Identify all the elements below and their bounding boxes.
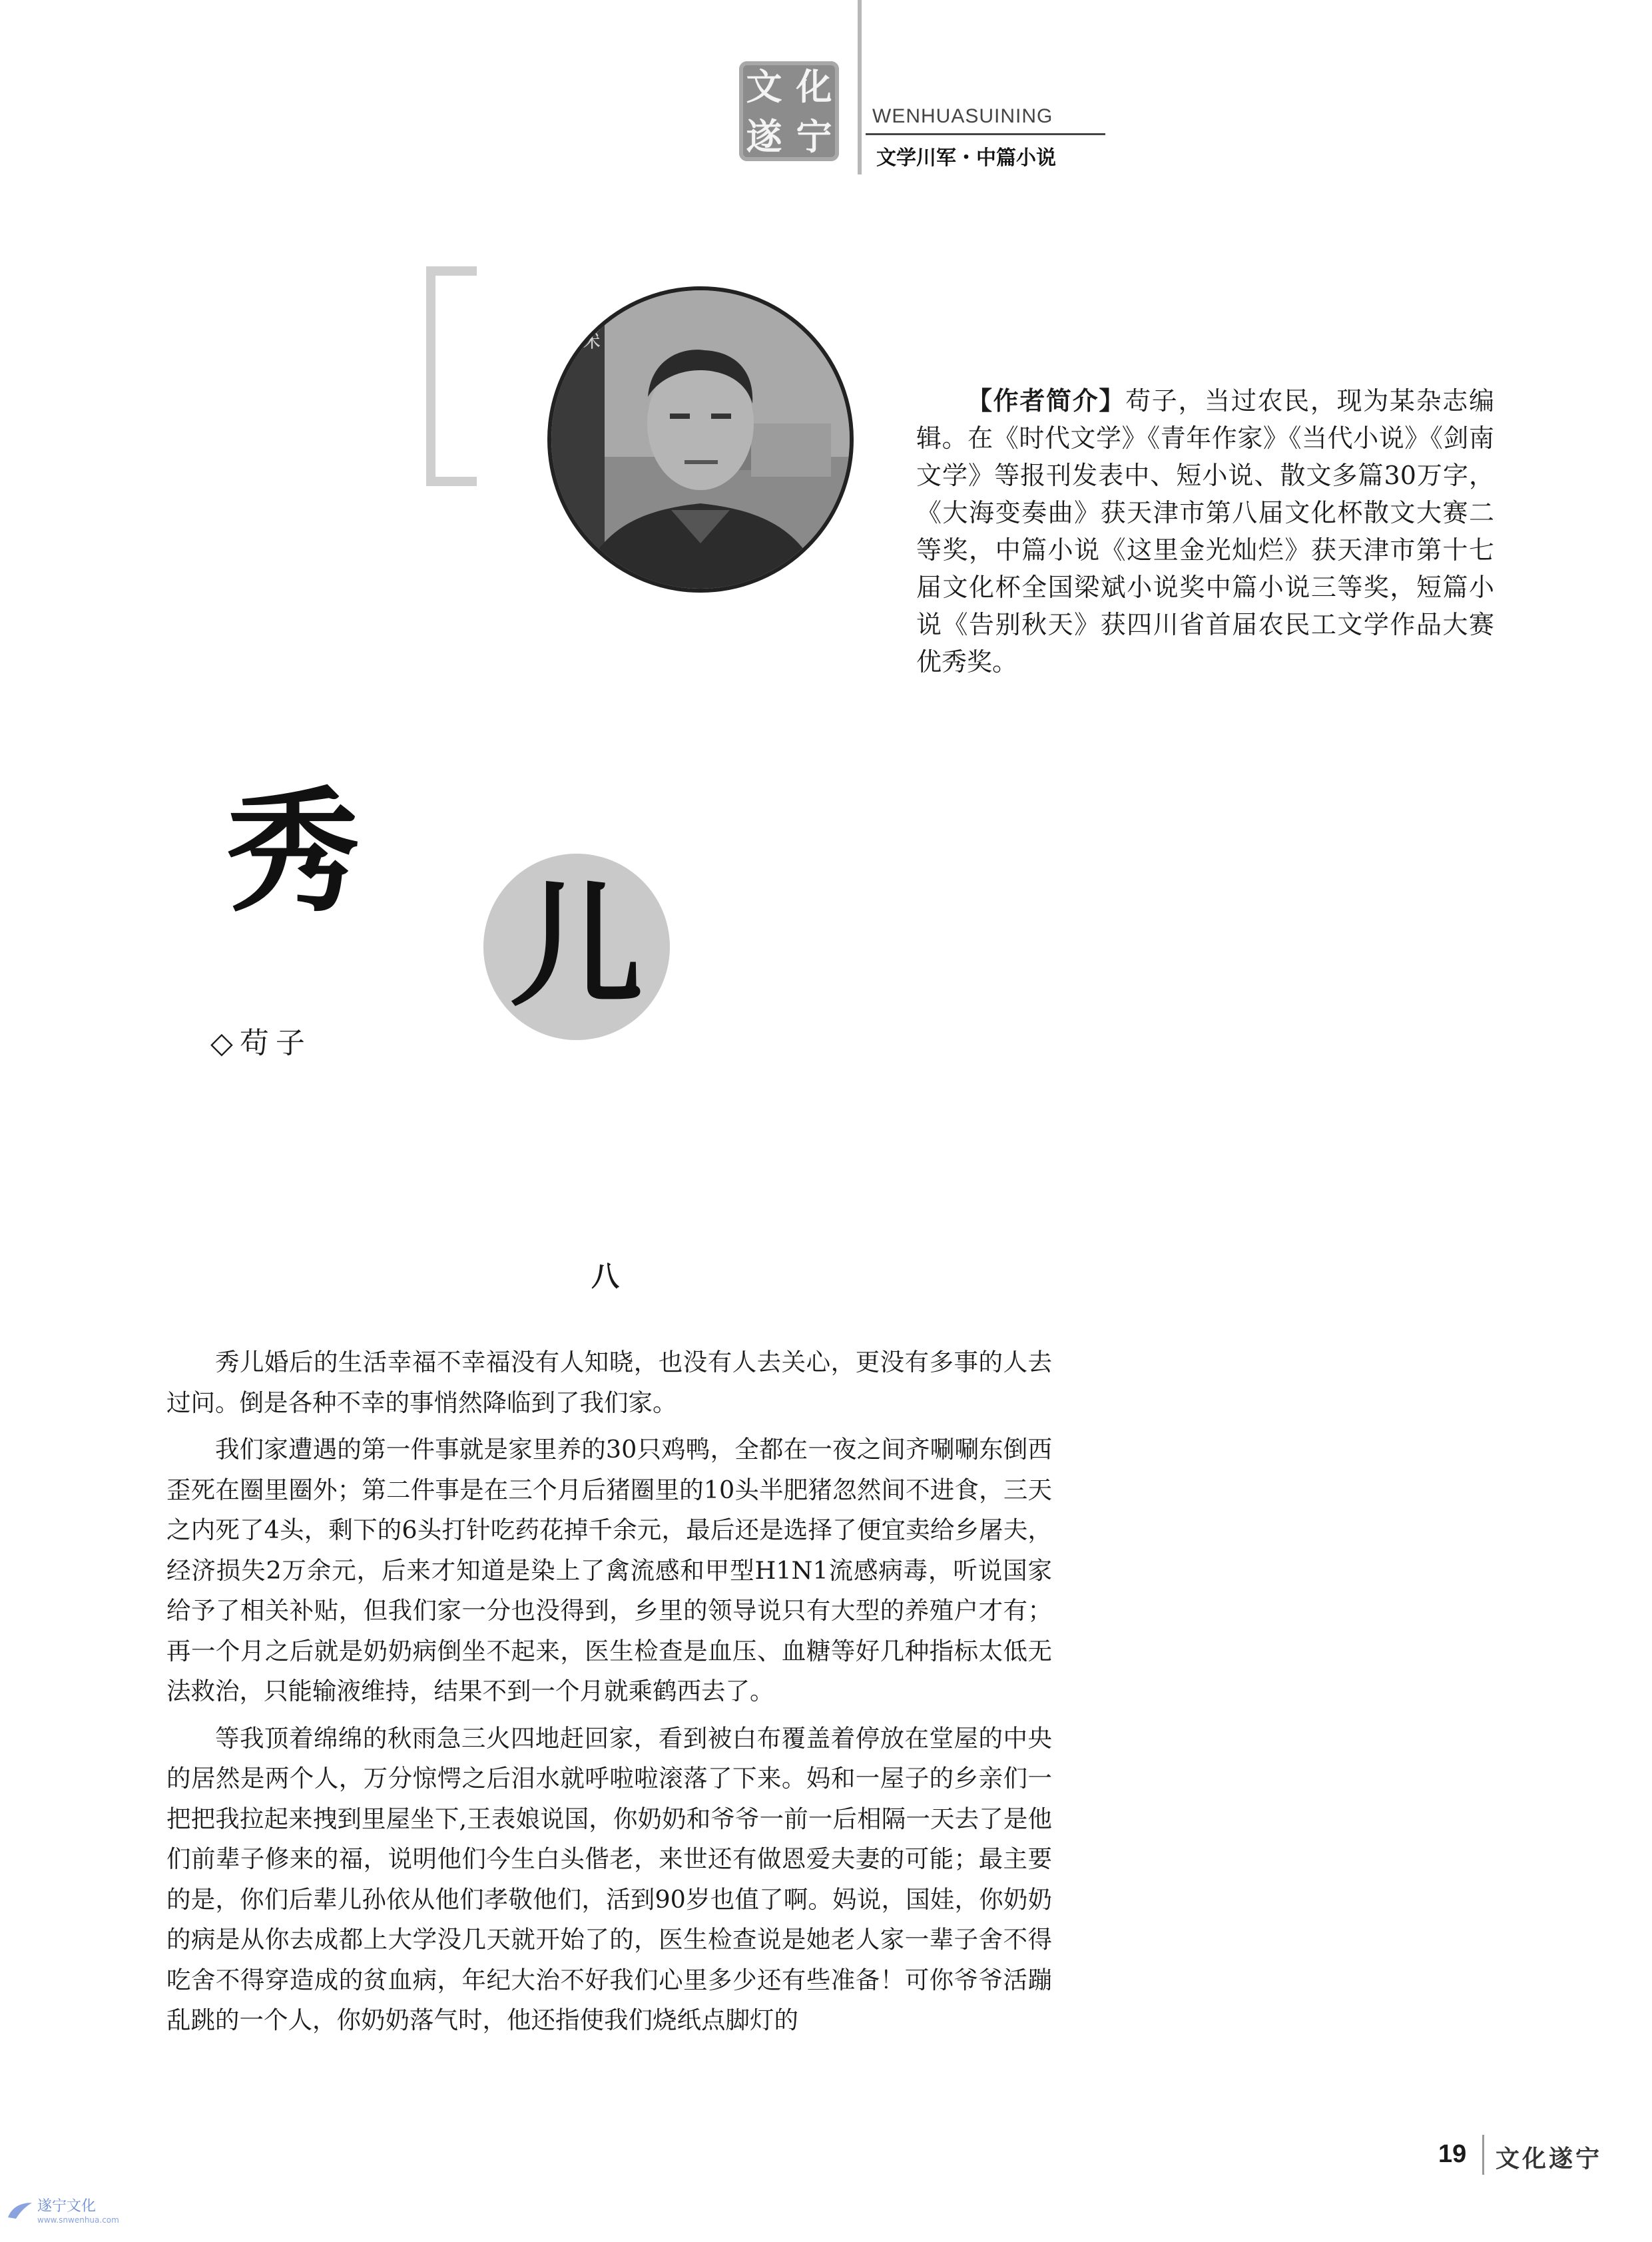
author-bio [916, 382, 1494, 681]
author-photo [547, 286, 854, 593]
footer-separator [1482, 2135, 1484, 2175]
bio-label: 【作者简介】 [967, 386, 1126, 416]
sign-char: 青深 [555, 326, 601, 353]
brand-name: WENHUASUINING [872, 105, 1053, 127]
watermark-text: 遂宁文化 [37, 2198, 97, 2215]
byline: ◇苟子 [210, 1026, 312, 1060]
header-horizontal-rule [866, 133, 1105, 135]
article-body [166, 1342, 1052, 2048]
header-vertical-rule [858, 0, 862, 174]
article-title-circle [483, 854, 670, 1040]
paragraph: 秀儿婚后的生活幸福不幸福没有人知晓，也没有人去关心，更没有多事的人去过问。倒是各种不幸的事悄然降临到了我们家。 [166, 1348, 1052, 1417]
logo-char: 文 [746, 65, 782, 108]
page-number: 19 [1438, 2140, 1467, 2168]
logo-char: 宁 [796, 115, 832, 158]
author-portrait-icon [551, 290, 850, 589]
watermark [7, 2195, 119, 2225]
footer-magazine-name: 文化遂宁 [1496, 2145, 1603, 2173]
article-title-second-char: 儿 [509, 868, 643, 1025]
paragraph: 我们家遭遇的第一件事就是家里养的30只鸡鸭，全都在一夜之间齐唰唰东倒西歪死在圈里圈外；第二件事是在三个月后猪圈里的10头半肥猪忽然间不进食，三天之内死了4头，剩下的6头打针吃药花掉千余元，最后还是选择了便宜卖给乡屠夫，经济损失2万余元，后来才知道是染上了禽流感和甲型H1N1流感病毒，听说国家给予了相关补贴，但我们家一分也没得到，乡里的领导说只有大型的养殖户才有；再一个月之后就是奶奶病倒坐不起来，医生检查是血压、血糖等好几种指标太低无法救治，只能输液维持，结果不到一个月就乘鹤西去了。 [166, 1435, 1052, 1705]
logo-char: 遂 [746, 115, 782, 158]
paragraph: 等我顶着绵绵的秋雨急三火四地赶回家，看到被白布覆盖着停放在堂屋的中央的居然是两个人，万分惊愕之后泪水就呼啦啦滚落了下来。妈和一屋子的乡亲们一把把我拉起来拽到里屋坐下,王表娘说国，你奶奶和爷爷一前一后相隔一天去了是他们前辈子修来的福，说明他们今生白头偕老，来世还有做恩爱夫妻的可能；最主要的是，你们后辈儿孙依从他们孝敬他们，活到90岁也值了啊。妈说，国娃，你奶奶的病是从你去成都上大学没几天就开始了的，医生检查说是她老人家一辈子舍不得吃舍不得穿造成的贫血病，年纪大治不好我们心里多少还有些准备！可你爷爷活蹦乱跳的一个人，你奶奶落气时，他还指使我们烧纸点脚灯的 [166, 1723, 1052, 2034]
article-title-first-char: 秀 [226, 774, 360, 930]
wing-icon [7, 2200, 33, 2220]
logo-char: 化 [796, 65, 832, 108]
decorative-bracket [426, 266, 477, 486]
watermark-url: www.snwenhua.com [37, 2215, 119, 2225]
chapter-number: 八 [591, 1260, 620, 1292]
magazine-logo [739, 61, 839, 161]
bio-text: 苟子，当过农民，现为某杂志编辑。在《时代文学》《青年作家》《当代小说》《剑南文学》等报刊发表中、短小说、散文多篇30万字，《大海变奏曲》获天津市第八届文化杯散文大赛二等奖，中篇小说《这里金光灿烂》获天津市第十七届文化杯全国梁斌小说奖中篇小说三等奖，短篇小说《告别秋天》获四川省首届农民工文学作品大赛优秀奖。 [916, 386, 1494, 677]
section-label: 文学川军・中篇小说 [876, 146, 1056, 170]
